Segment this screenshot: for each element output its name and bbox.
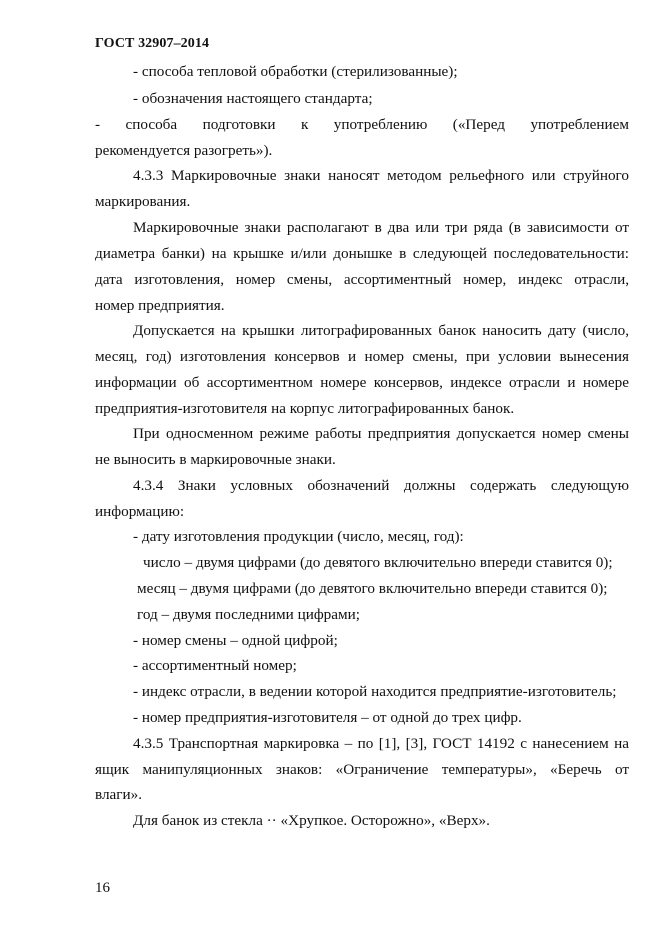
text-line-justified — [133, 477, 629, 495]
document-header-standard-id: ГОСТ 32907–2014 — [95, 36, 210, 51]
text-line: информацию: — [95, 503, 185, 520]
text-line: рекомендуется разогреть»). — [95, 142, 273, 159]
text-line: влаги». — [95, 786, 143, 803]
list-item: - номер предприятия-изготовителя – от одной до трех цифр. — [133, 709, 522, 726]
text-line: Допускается на крышки литографированных банок наносить дату (число, — [133, 322, 629, 339]
list-item: - номер смены – одной цифрой; — [133, 632, 338, 649]
text-line: номер предприятия. — [95, 297, 225, 314]
section-4-3-4: 4.3.4 Знаки условных обозначений должны содержать следующую — [133, 477, 629, 494]
text-line: - способа подготовки к употреблению («Перед употреблением — [95, 116, 629, 133]
text-line: информации об ассортиментном номере консервов, индексе отрасли и номере — [95, 374, 629, 391]
list-subitem: число – двумя цифрами (до девятого включительно впереди ставится 0); — [143, 554, 613, 571]
list-item: - ассортиментный номер; — [133, 657, 297, 674]
list-item: - индекс отрасли, в ведении которой находится предприятие-изготовитель; — [133, 683, 617, 700]
text-line: дата изготовления, номер смены, ассортиментный номер, индекс отрасли, — [95, 271, 629, 288]
text-line: маркирования. — [95, 193, 191, 210]
text-line: - способа тепловой обработки (стерилизованные); — [133, 63, 458, 80]
text-line: диаметра банки) на крышке и/или донышке в следующей последовательности: — [95, 245, 629, 262]
text-line: При односменном режиме работы предприятия допускается номер смены — [133, 425, 629, 442]
text-line-justified — [133, 735, 629, 753]
text-line-justified — [133, 219, 629, 237]
section-4-3-5: 4.3.5 Транспортная маркировка – по [1], [3], ГОСТ 14192 с нанесением на — [133, 735, 629, 752]
list-subitem: год – двумя последними цифрами; — [137, 606, 360, 623]
text-line: месяц, год) изготовления консервов и номер смены, при условии вынесения — [95, 348, 629, 365]
text-line-justified — [95, 116, 629, 134]
text-line: - обозначения настоящего стандарта; — [133, 90, 373, 107]
text-line-justified — [95, 271, 629, 289]
text-line: Для банок из стекла ·· «Хрупкое. Осторожно», «Верх». — [133, 812, 490, 829]
text-line-justified — [133, 167, 629, 185]
text-line: не выносить в маркировочные знаки. — [95, 451, 336, 468]
text-line-justified — [95, 245, 629, 263]
text-line-justified — [95, 374, 629, 392]
text-line: предприятия-изготовителя на корпус литографированных банок. — [95, 400, 515, 417]
list-subitem: месяц – двумя цифрами (до девятого включительно впереди ставится 0); — [137, 580, 608, 597]
text-line: Маркировочные знаки располагают в два или три ряда (в зависимости от — [133, 219, 629, 236]
text-line-justified — [95, 348, 629, 366]
section-4-3-3: 4.3.3 Маркировочные знаки наносят методом рельефного или струйного — [133, 167, 629, 184]
page-number: 16 — [95, 880, 110, 896]
text-line-justified — [133, 322, 629, 340]
text-line: ящик манипуляционных знаков: «Ограничение температуры», «Беречь от — [95, 761, 629, 778]
text-line-justified — [133, 425, 629, 443]
text-line-justified — [95, 761, 629, 779]
list-item: - дату изготовления продукции (число, месяц, год): — [133, 528, 464, 545]
